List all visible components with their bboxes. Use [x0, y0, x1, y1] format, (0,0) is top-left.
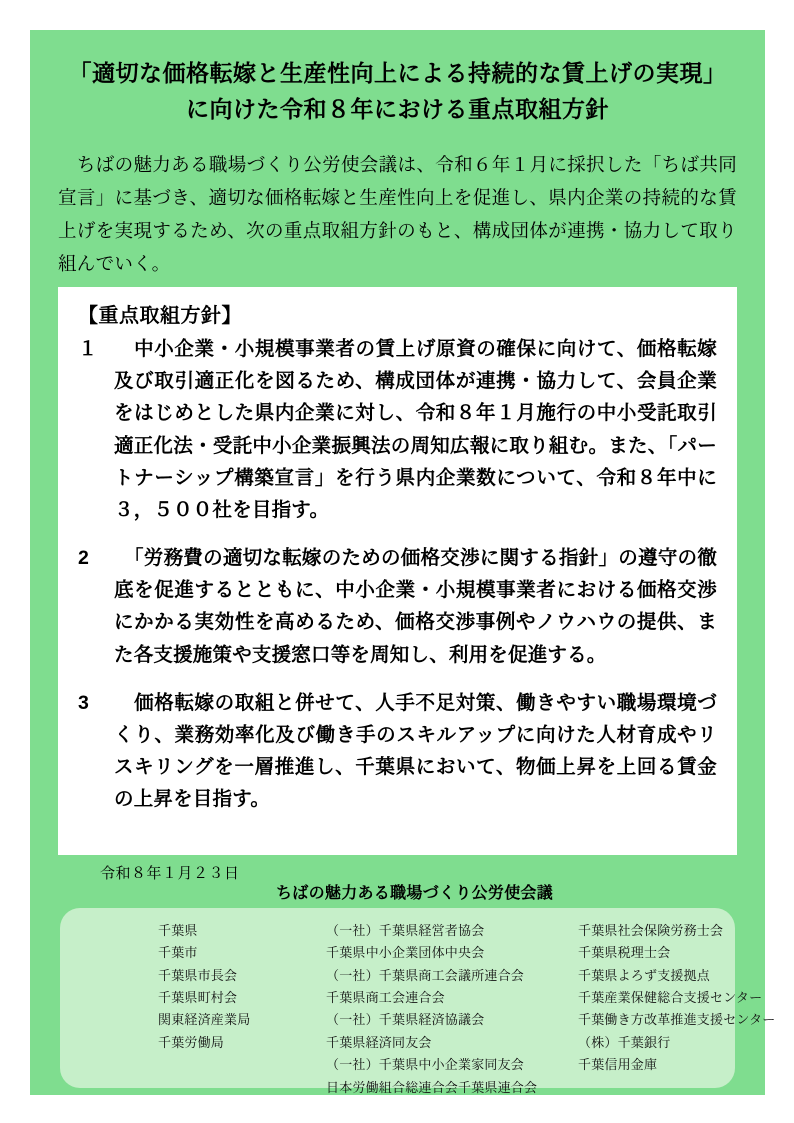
- member-item: （一社）千葉県中小企業家同友会: [326, 1057, 525, 1073]
- member-item: 千葉県: [158, 923, 198, 938]
- member-organizations-box: [60, 908, 776, 1095]
- policy-item: [78, 333, 717, 526]
- title-line-2: に向けた令和８年における重点取組方針: [186, 95, 609, 122]
- issuing-organization: ちばの魅力ある職場づくり公労使会議: [276, 885, 554, 902]
- member-item: 千葉県中小企業団体中央会: [326, 945, 485, 961]
- member-item: （一社）千葉県経営者協会: [326, 923, 485, 938]
- member-item: 千葉県よろず支援拠点: [578, 967, 711, 983]
- member-item: 千葉県税理士会: [578, 945, 671, 961]
- member-item: 千葉県経済同友会: [326, 1034, 432, 1050]
- policy-text: 価格転嫁の取組と併せて、人手不足対策、働きやすい職場環境づくり、業務効率化及び働き手のスキルアップに向けた人材育成やリスキリングを一層推進し、千葉県において、物価上昇を上回る賃金の上昇を目指す。: [114, 691, 717, 811]
- member-item: （一社）千葉県経済協議会: [326, 1012, 485, 1028]
- member-item: （一社）千葉県商工会議所連合会: [326, 967, 525, 983]
- policy-number: 2: [78, 547, 90, 570]
- member-item: 千葉県社会保険労務士会: [578, 923, 724, 938]
- poster-panel: [30, 30, 776, 1095]
- key-initiatives-heading: 【重点取組方針】: [78, 305, 242, 327]
- intro-paragraph: ちばの魅力ある職場づくり公労使会議は、令和６年１月に採択した「ちば共同宣言」に基づき、適切な価格転嫁と生産性向上を促進し、県内企業の持続的な賃上げを実現するため、次の重点取組方針のもと、構成団体が連携・協力して取り組んでいく。: [58, 154, 737, 275]
- member-column-1: [60, 920, 326, 1078]
- issue-date: 令和８年１月２３日: [100, 865, 240, 882]
- member-item: 千葉信用金庫: [578, 1057, 658, 1073]
- policy-number: 3: [78, 691, 90, 714]
- member-item: 関東経済産業局: [158, 1012, 251, 1028]
- key-initiatives-box: [58, 287, 737, 855]
- member-item: 千葉県町村会: [158, 990, 238, 1006]
- policy-text: 「労務費の適切な転嫁のための価格交渉に関する指針」の遵守の徹底を促進するとともに、中小企業・小規模事業者における価格交渉にかかる実効性を高めるため、価格交渉事例やノウハウの提供、また各支援施策や支援窓口等を周知し、利用を促進する。: [114, 547, 717, 666]
- member-item: 千葉市: [158, 945, 198, 961]
- member-item: （株）千葉銀行: [578, 1034, 671, 1050]
- member-item: 千葉産業保健総合支援センター: [578, 990, 763, 1006]
- member-column-3: [566, 920, 775, 1078]
- member-item: 千葉県市長会: [158, 967, 238, 983]
- policy-item: [78, 542, 717, 671]
- policy-number: １: [78, 338, 98, 360]
- member-item: 千葉働き方改革推進支援センター: [578, 1012, 776, 1028]
- policy-item: [78, 687, 717, 816]
- member-item: 千葉県商工会連合会: [326, 990, 445, 1006]
- member-item: 日本労働組合総連合会千葉県連合会: [326, 1079, 538, 1095]
- signature-row: [58, 862, 737, 906]
- member-column-2: [326, 920, 566, 1095]
- page-title: [30, 30, 765, 127]
- policy-text: 中小企業・小規模事業者の賃上げ原資の確保に向けて、価格転嫁及び取引適正化を図るため、構成団体が連携・協力して、会員企業をはじめとした県内企業に対し、令和８年１月施行の中小受託取引適正化法・受託中小企業振興法の周知広報に取り組む。また、「パートナーシップ構築宣言」を行う県内企業数について、令和８年中に３，５００社を目指す。: [114, 338, 717, 521]
- title-line-1: 「適切な価格転嫁と生産性向上による持続的な賃上げの実現」: [68, 60, 727, 86]
- member-item: 千葉労働局: [158, 1034, 225, 1050]
